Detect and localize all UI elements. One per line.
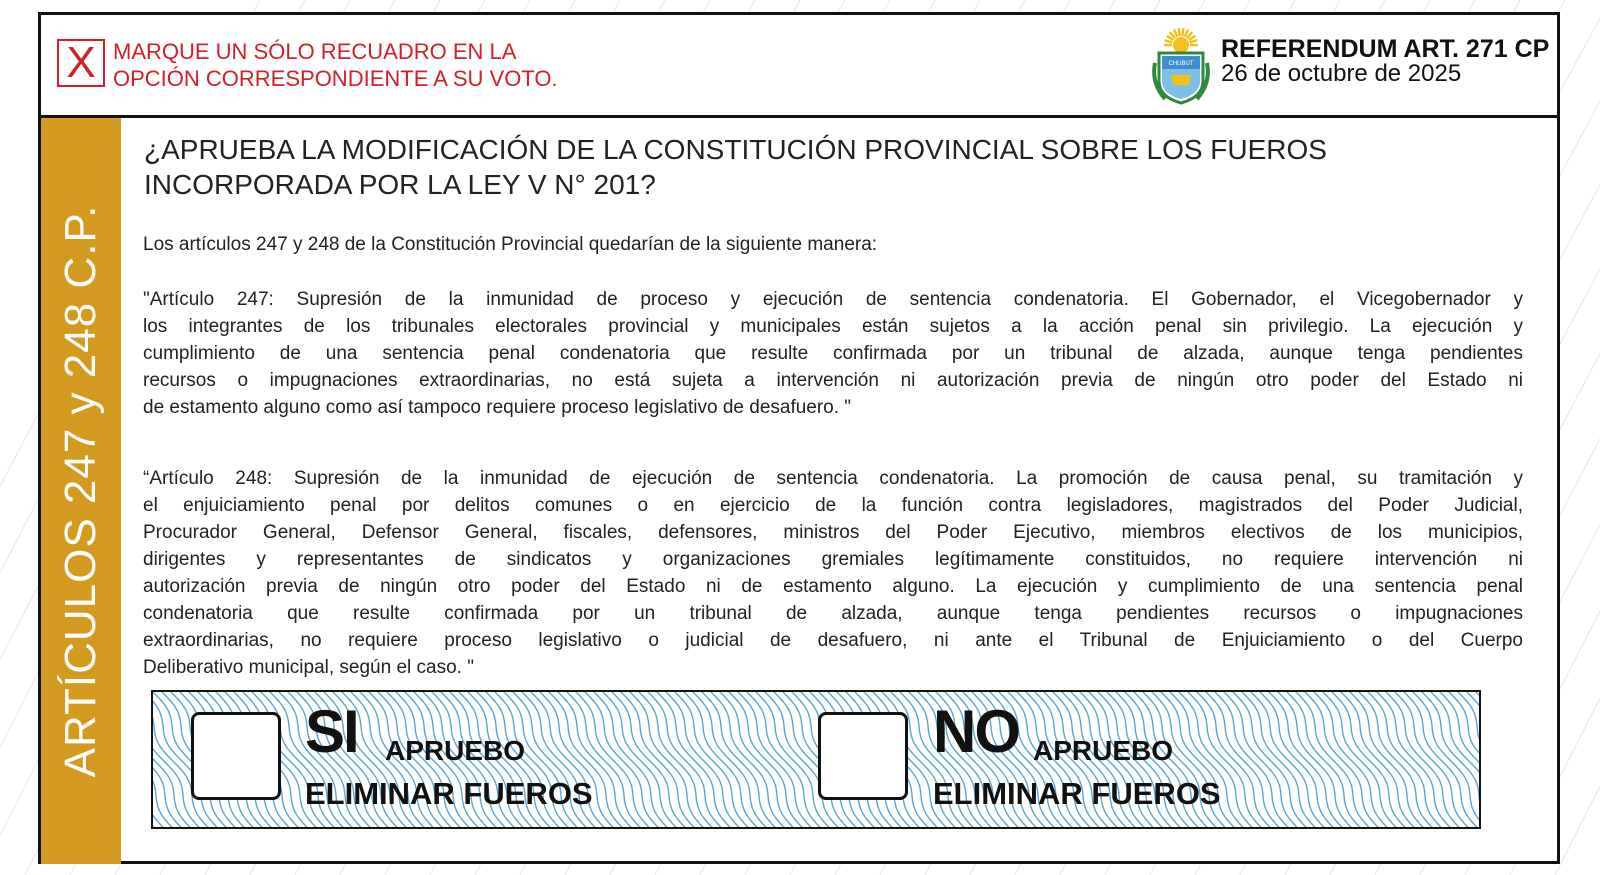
article-line: cumplimiento de una sentencia penal condenatoria que resulte confirmada por un tribunal de alzada, aunque tenga pendientes [143,343,1523,364]
sun-ray [1190,40,1198,42]
option-si-label: SI [305,698,358,765]
watermark-line [1555,0,1600,875]
articles-sidebar [41,118,121,864]
sun-ray [1182,28,1183,36]
option-si-word: APRUEBO [385,735,526,766]
article-248-text [143,465,1523,681]
article-line: condenatoria que resulte confirmada por un tribunal de alzada, aunque tenga pendientes recursos o impugnaciones [143,603,1523,624]
vote-si-checkbox[interactable] [191,712,281,800]
article-247-text [143,286,1523,421]
mark-example-box [57,39,105,87]
article-line: el enjuiciamiento penal por delitos comunes o en ejercicio de la función contra legisladores, magistrados del Poder Judicial, [143,495,1523,516]
article-line: dirigentes y representantes de sindicatos y organizaciones gremiales legítimamente constituidos, no requiere intervención ni [143,549,1523,570]
ballot-sheet [38,12,1560,864]
mark-x-icon: X [66,38,96,87]
ballot-header [41,15,1557,118]
articles-intro: Los artículos 247 y 248 de la Constitución Provincial quedarían de la siguiente manera: [143,234,878,255]
sun-ray [1165,40,1173,42]
option-no-label: NO [933,698,1019,765]
svg-text:CHUBUT: CHUBUT [1168,61,1194,67]
article-line: Procurador General, Defensor General, fiscales, defensores, ministros del Poder Ejecutivo, miembros electivos de los municipios, [143,522,1523,543]
voting-instructions [113,38,558,92]
article-line: Deliberativo municipal, según el caso. " [143,657,474,678]
option-no-subtext: ELIMINAR FUEROS [933,776,1221,811]
article-line: "Artículo 247: Supresión de la inmunidad de proceso y ejecución de sentencia condenatoria. El Gobernador, el Vicegobernador y [143,289,1523,310]
vote-no-checkbox[interactable] [818,712,908,800]
referendum-title: REFERENDUM ART. 271 CP [1221,35,1550,63]
referendum-question [144,132,1524,202]
question-line: ¿APRUEBA LA MODIFICACIÓN DE LA CONSTITUCIÓN PROVINCIAL SOBRE LOS FUEROS [144,134,1327,165]
instruction-line: OPCIÓN CORRESPONDIENTE A SU VOTO. [113,66,558,91]
option-si-subtext: ELIMINAR FUEROS [305,776,593,811]
sidebar-label: ARTÍCULOS 247 y 248 C.P. [56,204,105,778]
instruction-line: MARQUE UN SÓLO RECUADRO EN LA [113,39,517,64]
article-line: recursos o impugnaciones extraordinarias, no está sujeta a intervención ni autorización previa de ningún otro poder del Estado ni [143,370,1523,391]
referendum-date: 26 de octubre de 2025 [1221,60,1462,87]
chubut-coat-of-arms-icon [1149,23,1213,107]
article-line: autorización previa de ningún otro poder del Estado ni de estamento alguno. La ejecución y cumplimiento de una sentencia penal [143,576,1523,597]
option-no-word: APRUEBO [1033,735,1174,766]
question-line: INCORPORADA POR LA LEY V N° 201? [144,169,656,200]
article-line: de estamento alguno como así tampoco requiere proceso legislativo de desafuero. " [143,397,852,418]
article-line: extraordinarias, no requiere proceso legislativo o judicial de desafuero, ni ante el Tribunal de Enjuiciamiento o del Cuerpo [143,630,1523,651]
article-line: los integrantes de los tribunales electorales provincial y municipales están sujetos a la acción penal sin privilegio. La ejecución y [143,316,1523,337]
vote-options-panel [151,690,1481,829]
sun-ray [1179,28,1180,36]
article-line: “Artículo 248: Supresión de la inmunidad de ejecución de sentencia condenatoria. La promoción de causa penal, su tramitación y [143,468,1523,489]
